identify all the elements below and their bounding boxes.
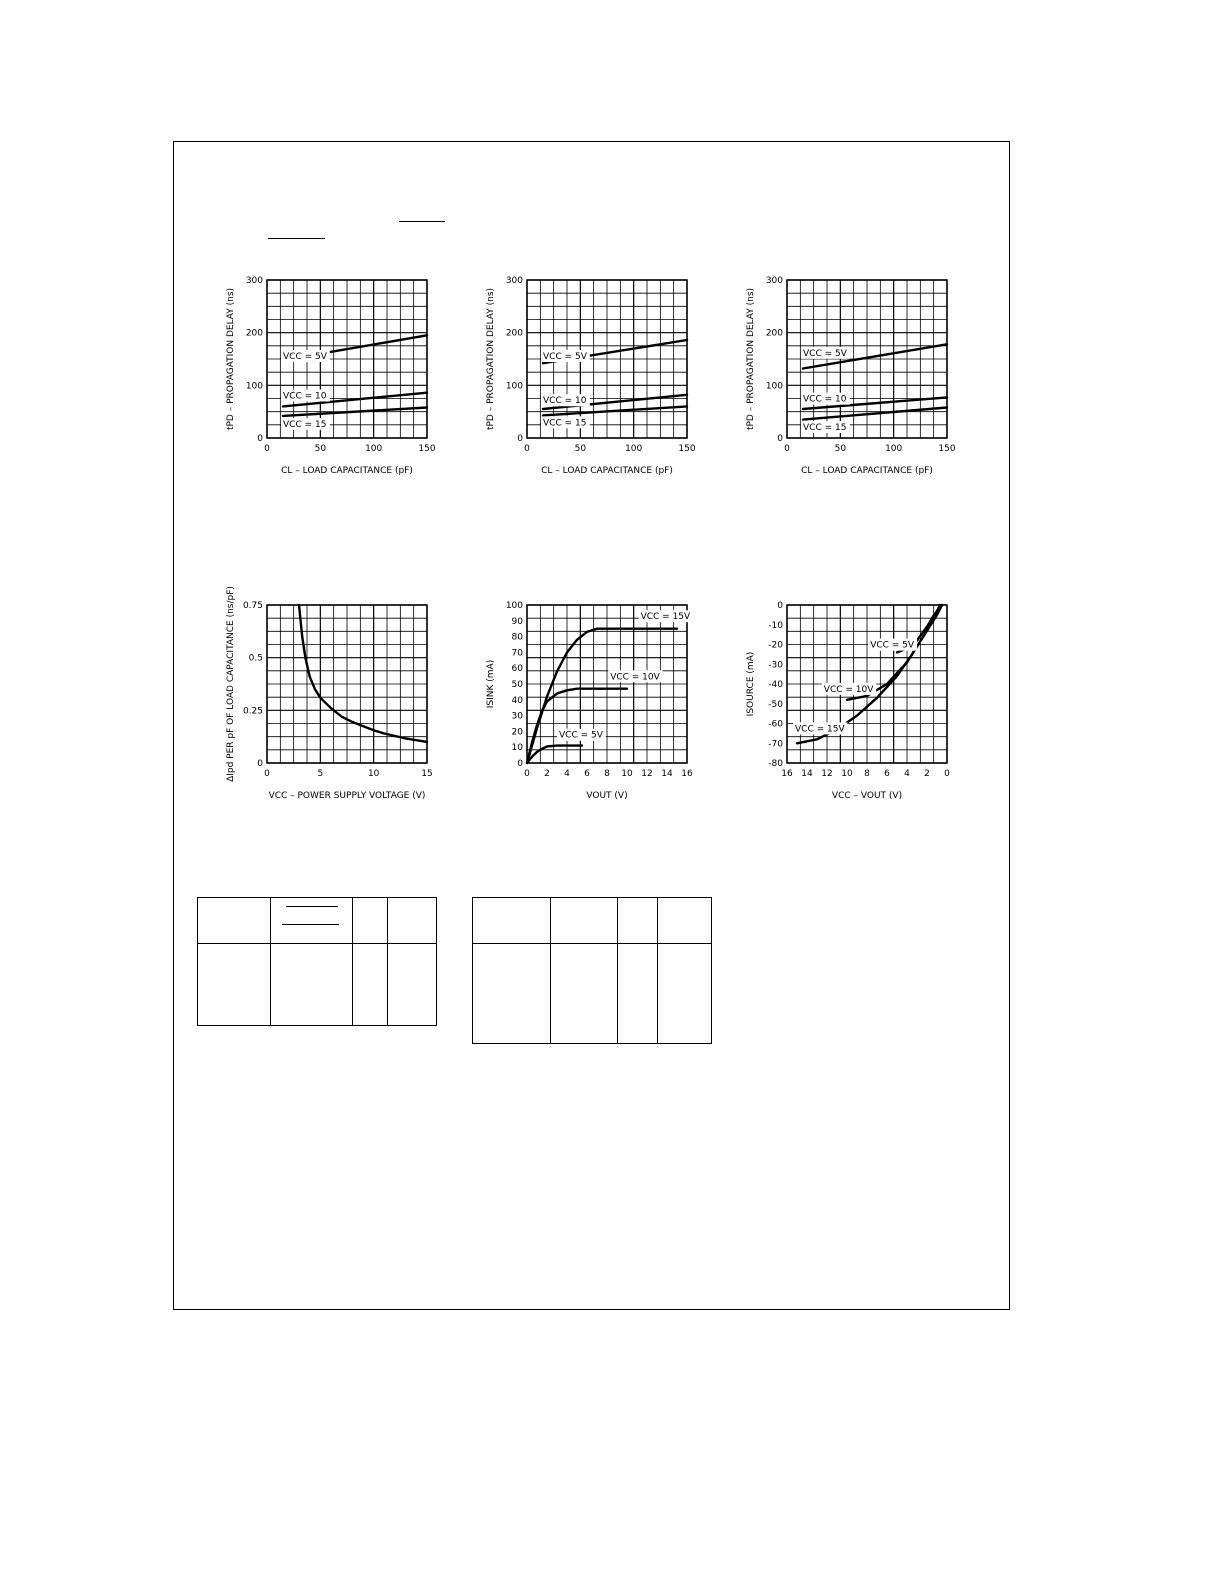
x-tick-label: 150 bbox=[938, 444, 956, 454]
table-header-divider bbox=[473, 943, 711, 944]
y-tick-label: 50 bbox=[511, 680, 523, 690]
y-tick-label: 90 bbox=[511, 616, 523, 627]
y-tick-label: -70 bbox=[768, 739, 783, 750]
series-line bbox=[803, 408, 947, 420]
y-tick-label: 80 bbox=[511, 632, 523, 643]
x-tick-label: 10 bbox=[367, 769, 380, 779]
table-column-divider bbox=[550, 898, 551, 1043]
y-axis-label: ΔIpd PER pF OF LOAD CAPACITANCE (ns/pF) bbox=[226, 586, 236, 782]
overbar-line bbox=[268, 238, 325, 239]
delta-ipd-chart bbox=[205, 586, 465, 810]
y-tick-label: 0.25 bbox=[242, 706, 263, 717]
table-header-divider bbox=[198, 943, 436, 944]
x-tick-label: 0 bbox=[944, 769, 950, 779]
series-label: VCC = 10V bbox=[610, 672, 660, 683]
grid bbox=[267, 605, 427, 763]
x-tick-label: 50 bbox=[574, 444, 587, 454]
y-tick-label: -80 bbox=[768, 759, 783, 769]
y-tick-label: 30 bbox=[511, 711, 523, 722]
x-tick-label: 12 bbox=[821, 769, 833, 779]
table-right bbox=[472, 897, 712, 1044]
series-label: VCC = 10V bbox=[823, 684, 874, 695]
y-tick-label: 100 bbox=[505, 381, 523, 392]
overbar-line bbox=[282, 924, 339, 925]
series-line bbox=[527, 689, 627, 763]
propagation-delay-chart-2 bbox=[465, 265, 725, 485]
y-tick-label: 200 bbox=[245, 328, 263, 339]
x-tick-label: 8 bbox=[604, 769, 610, 779]
x-axis-label: VCC – VOUT (V) bbox=[831, 791, 903, 801]
table-column-divider bbox=[352, 898, 353, 1025]
x-tick-label: 0 bbox=[264, 444, 270, 454]
x-tick-label: 6 bbox=[884, 769, 890, 779]
y-tick-label: 0 bbox=[517, 434, 523, 444]
y-axis-label: ISOURCE (mA) bbox=[746, 651, 756, 717]
series-label: VCC = 15V bbox=[640, 612, 691, 623]
y-tick-label: 0 bbox=[777, 434, 783, 444]
y-tick-label: 100 bbox=[505, 601, 523, 611]
y-tick-label: 40 bbox=[511, 695, 523, 706]
x-tick-label: 50 bbox=[314, 444, 327, 454]
x-tick-label: 6 bbox=[584, 769, 590, 779]
y-tick-label: 60 bbox=[511, 664, 523, 675]
x-tick-label: 10 bbox=[621, 769, 633, 779]
sink-current-chart bbox=[465, 590, 725, 810]
series-label: VCC = 15 bbox=[803, 423, 847, 434]
y-tick-label: 300 bbox=[505, 276, 523, 286]
y-tick-label: 0 bbox=[777, 601, 783, 611]
x-tick-label: 0 bbox=[524, 769, 530, 779]
series-label: VCC = 10 bbox=[803, 394, 847, 405]
y-tick-label: 0.75 bbox=[242, 601, 263, 611]
x-tick-label: 150 bbox=[678, 444, 696, 454]
y-tick-label: 300 bbox=[245, 276, 263, 286]
series-label: VCC = 10 bbox=[543, 396, 587, 407]
y-tick-label: -60 bbox=[768, 719, 783, 730]
x-tick-label: 4 bbox=[904, 769, 910, 779]
x-axis-label: CL – LOAD CAPACITANCE (pF) bbox=[541, 466, 673, 476]
series-line bbox=[299, 605, 427, 742]
y-tick-label: -20 bbox=[768, 640, 783, 651]
x-tick-label: 2 bbox=[544, 769, 550, 779]
series-label: VCC = 5V bbox=[283, 352, 327, 362]
x-tick-label: 16 bbox=[781, 769, 793, 779]
overbar-line bbox=[399, 221, 445, 222]
x-tick-label: 10 bbox=[841, 769, 853, 779]
x-tick-label: 100 bbox=[365, 444, 383, 454]
x-tick-label: 16 bbox=[681, 769, 693, 779]
y-tick-label: -10 bbox=[768, 620, 783, 631]
x-tick-label: 50 bbox=[834, 444, 847, 454]
y-axis-label: tPD – PROPAGATION DELAY (ns) bbox=[486, 287, 496, 431]
y-tick-label: 300 bbox=[765, 276, 783, 286]
x-tick-label: 12 bbox=[641, 769, 653, 779]
y-tick-label: -40 bbox=[768, 680, 783, 690]
y-tick-label: 100 bbox=[245, 381, 263, 392]
y-tick-label: 0 bbox=[257, 759, 263, 769]
y-tick-label: -30 bbox=[768, 660, 783, 671]
x-tick-label: 2 bbox=[924, 769, 930, 779]
series-label: VCC = 15V bbox=[795, 724, 845, 735]
y-tick-label: 10 bbox=[511, 743, 523, 754]
x-tick-label: 150 bbox=[418, 444, 436, 454]
x-axis-label: CL – LOAD CAPACITANCE (pF) bbox=[281, 466, 413, 476]
x-axis-label: VCC – POWER SUPPLY VOLTAGE (V) bbox=[268, 791, 426, 801]
series-line bbox=[527, 746, 582, 763]
y-tick-label: 200 bbox=[765, 328, 783, 339]
x-tick-label: 14 bbox=[661, 769, 673, 779]
table-left bbox=[197, 897, 437, 1026]
series-line bbox=[527, 629, 677, 763]
x-tick-label: 4 bbox=[564, 769, 570, 779]
series-label: VCC = 15 bbox=[543, 418, 587, 429]
y-tick-label: 100 bbox=[765, 381, 783, 392]
y-axis-label: tPD – PROPAGATION DELAY (ns) bbox=[226, 287, 236, 431]
source-current-chart bbox=[725, 590, 985, 810]
x-axis-label: VOUT (V) bbox=[586, 791, 628, 801]
table-column-divider bbox=[657, 898, 658, 1043]
y-tick-label: 0 bbox=[517, 759, 523, 769]
x-tick-label: 100 bbox=[885, 444, 903, 454]
y-axis-label: tPD – PROPAGATION DELAY (ns) bbox=[746, 287, 756, 431]
x-tick-label: 0 bbox=[784, 444, 790, 454]
table-column-divider bbox=[387, 898, 388, 1025]
propagation-delay-chart-3 bbox=[725, 265, 985, 485]
x-axis-label: CL – LOAD CAPACITANCE (pF) bbox=[801, 466, 933, 476]
table-column-divider bbox=[270, 898, 271, 1025]
series-label: VCC = 10 bbox=[283, 391, 327, 402]
x-tick-label: 15 bbox=[421, 769, 433, 779]
series-label: VCC = 5V bbox=[803, 348, 847, 359]
x-tick-label: 0 bbox=[524, 444, 530, 454]
y-tick-label: 0 bbox=[257, 434, 263, 444]
propagation-delay-chart-1 bbox=[205, 265, 465, 485]
series-label: VCC = 5V bbox=[870, 640, 915, 651]
overbar-line bbox=[286, 906, 338, 907]
y-tick-label: 20 bbox=[511, 727, 523, 738]
y-tick-label: -50 bbox=[768, 699, 783, 710]
y-tick-label: 200 bbox=[505, 328, 523, 339]
y-tick-label: 0.5 bbox=[248, 653, 263, 664]
x-tick-label: 0 bbox=[264, 769, 270, 779]
y-tick-label: 70 bbox=[511, 648, 523, 659]
series-label: VCC = 15 bbox=[283, 419, 327, 430]
x-tick-label: 5 bbox=[317, 769, 324, 779]
x-tick-label: 14 bbox=[801, 769, 813, 779]
x-tick-label: 100 bbox=[625, 444, 643, 454]
x-tick-label: 8 bbox=[864, 769, 870, 779]
series-label: VCC = 5V bbox=[543, 352, 587, 362]
series-label: VCC = 5V bbox=[559, 730, 603, 741]
table-column-divider bbox=[617, 898, 618, 1043]
y-axis-label: ISINK (mA) bbox=[486, 659, 496, 709]
